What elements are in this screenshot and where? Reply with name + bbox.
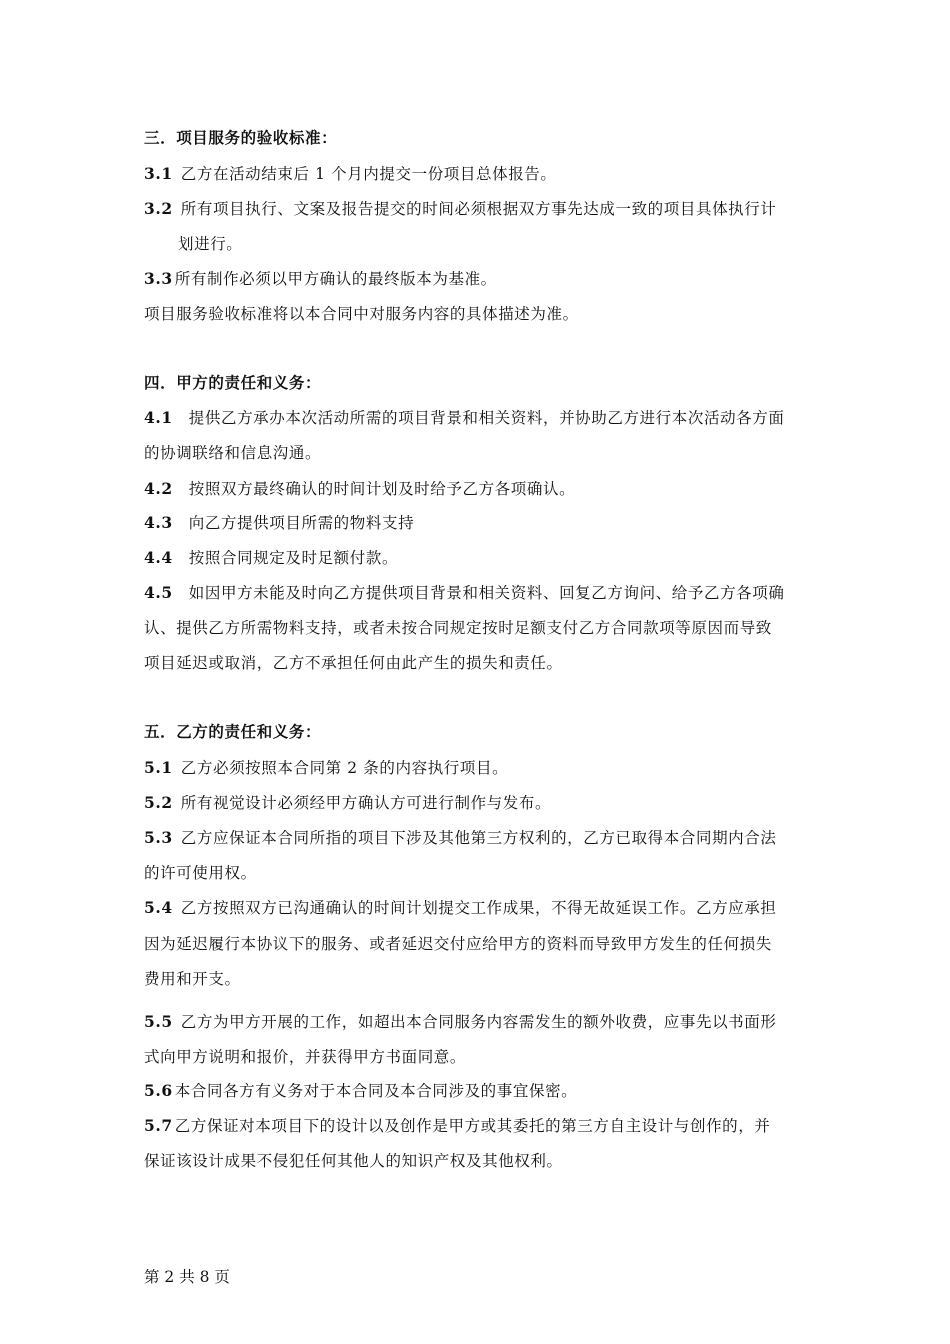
clause-5-3 bbox=[144, 828, 814, 848]
section-5-heading: 五．乙方的责任和义务： bbox=[144, 722, 322, 741]
clause-5-1 bbox=[144, 758, 814, 778]
clause-number: 4.2 bbox=[144, 479, 173, 498]
clause-5-5 bbox=[144, 1012, 814, 1032]
clause-text: 如因甲方未能及时向乙方提供项目背景和相关资料、回复乙方询问、给予乙方各项确 bbox=[188, 584, 785, 602]
clause-4-5-continued-1: 认、提供乙方所需物料支持，或者未按合同规定按时足额支付乙方合同款项等原因而导致 bbox=[144, 619, 772, 637]
clause-number: 5.5 bbox=[144, 1012, 173, 1031]
section-3-heading: 三．项目服务的验收标准： bbox=[144, 128, 338, 147]
clause-number: 4.5 bbox=[144, 583, 173, 602]
clause-text: 乙方为甲方开展的工作，如超出本合同服务内容需发生的额外收费，应事先以书面形 bbox=[180, 1013, 777, 1031]
clause-3-2 bbox=[144, 199, 814, 219]
clause-5-4-continued-1: 因为延迟履行本协议下的服务、或者延迟交付应给甲方的资料而导致甲方发生的任何损失 bbox=[144, 935, 772, 953]
clause-text: 提供乙方承办本次活动所需的项目背景和相关资料，并协助乙方进行本次活动各方面 bbox=[188, 409, 785, 427]
clause-3-1 bbox=[144, 164, 814, 184]
clause-5-4-continued-2: 费用和开支。 bbox=[144, 970, 241, 988]
clause-4-2 bbox=[144, 479, 814, 499]
clause-text: 按照合同规定及时足额付款。 bbox=[188, 549, 399, 567]
clause-number: 5.4 bbox=[144, 898, 173, 917]
clause-number: 5.1 bbox=[144, 758, 173, 777]
clause-number: 5.2 bbox=[144, 793, 173, 812]
clause-5-4 bbox=[144, 898, 814, 918]
clause-4-3 bbox=[144, 513, 814, 533]
clause-number: 5.3 bbox=[144, 828, 173, 847]
clause-number: 4.1 bbox=[144, 408, 173, 427]
clause-4-5-continued-2: 项目延迟或取消，乙方不承担任何由此产生的损失和责任。 bbox=[144, 654, 563, 672]
clause-5-2 bbox=[144, 793, 814, 813]
clause-number: 3.2 bbox=[144, 199, 173, 218]
clause-5-3-continued: 的许可使用权。 bbox=[144, 864, 257, 882]
clause-4-5 bbox=[144, 583, 814, 603]
clause-text: 乙方按照双方已沟通确认的时间计划提交工作成果，不得无故延误工作。乙方应承担 bbox=[180, 899, 777, 917]
page-number-footer: 第 2 共 8 页 bbox=[144, 1268, 230, 1286]
clause-number: 5.6 bbox=[144, 1081, 173, 1100]
clause-text: 按照双方最终确认的时间计划及时给予乙方各项确认。 bbox=[188, 480, 576, 498]
clause-text: 向乙方提供项目所需的物料支持 bbox=[188, 514, 415, 532]
clause-5-7-continued: 保证该设计成果不侵犯任何其他人的知识产权及其他权利。 bbox=[144, 1152, 563, 1170]
clause-3-3 bbox=[144, 269, 814, 289]
clause-text: 所有项目执行、文案及报告提交的时间必须根据双方事先达成一致的项目具体执行计 bbox=[180, 200, 777, 218]
clause-number: 3.3 bbox=[144, 269, 173, 288]
clause-number: 5.7 bbox=[144, 1116, 173, 1135]
clause-4-1-continued: 的协调联络和信息沟通。 bbox=[144, 444, 322, 462]
clause-text: 乙方在活动结束后 1 个月内提交一份项目总体报告。 bbox=[180, 165, 557, 183]
clause-4-4 bbox=[144, 548, 814, 568]
section-3-note: 项目服务验收标准将以本合同中对服务内容的具体描述为准。 bbox=[144, 305, 579, 323]
clause-3-2-continued: 划进行。 bbox=[178, 235, 243, 253]
clause-text: 所有制作必须以甲方确认的最终版本为基准。 bbox=[174, 270, 497, 288]
clause-text: 本合同各方有义务对于本合同及本合同涉及的事宜保密。 bbox=[174, 1082, 578, 1100]
clause-5-7 bbox=[144, 1116, 814, 1136]
clause-5-5-continued: 式向甲方说明和报价，并获得甲方书面同意。 bbox=[144, 1048, 467, 1066]
clause-text: 乙方保证对本项目下的设计以及创作是甲方或其委托的第三方自主设计与创作的，并 bbox=[174, 1117, 771, 1135]
clause-number: 4.4 bbox=[144, 548, 173, 567]
section-4-heading: 四．甲方的责任和义务： bbox=[144, 373, 322, 392]
clause-text: 乙方必须按照本合同第 2 条的内容执行项目。 bbox=[180, 759, 509, 777]
clause-number: 4.3 bbox=[144, 513, 173, 532]
clause-text: 乙方应保证本合同所指的项目下涉及其他第三方权利的，乙方已取得本合同期内合法 bbox=[180, 829, 777, 847]
clause-5-6 bbox=[144, 1081, 814, 1101]
clause-text: 所有视觉设计必须经甲方确认方可进行制作与发布。 bbox=[180, 794, 552, 812]
clause-number: 3.1 bbox=[144, 164, 173, 183]
clause-4-1 bbox=[144, 408, 814, 428]
